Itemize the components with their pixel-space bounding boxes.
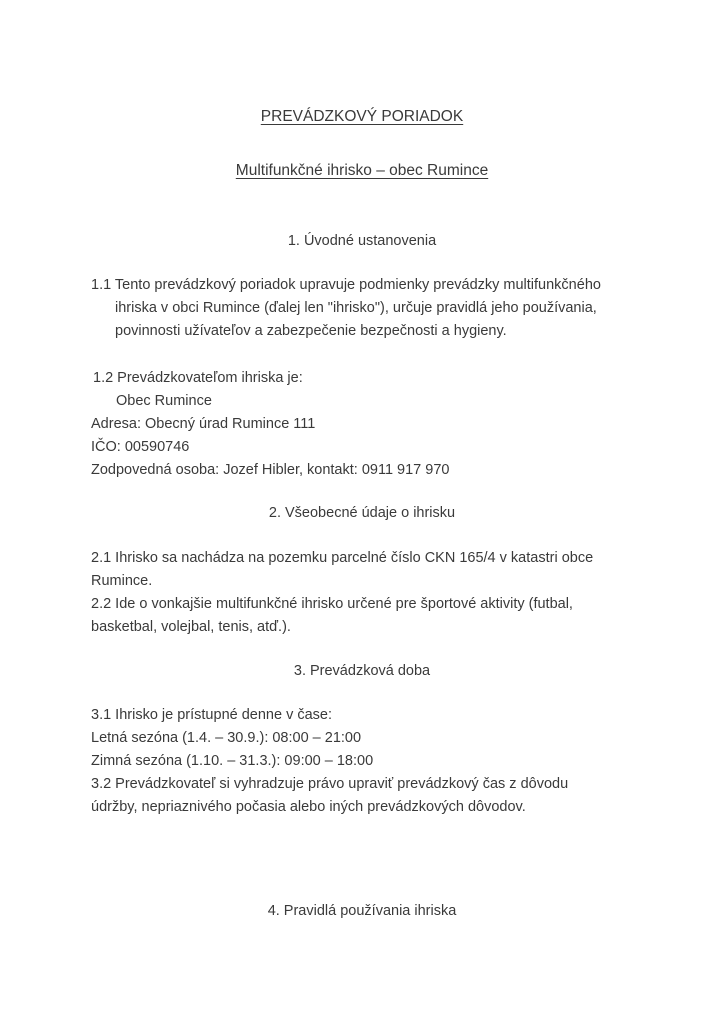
section-2-line-1: 2.1 Ihrisko sa nachádza na pozemku parcelné číslo CKN 165/4 v katastri obce [91,550,594,566]
section-3-line-1: 3.1 Ihrisko je prístupné denne v čase: [91,707,333,723]
section-1-line-3: povinnosti užívateľov a zabezpečenie bezpečnosti a hygieny. [115,323,507,339]
section-1-line-8: Zodpovedná osoba: Jozef Hibler, kontakt: 0911 917 970 [91,462,450,478]
section-1-line-4: 1.2 Prevádzkovateľom ihriska je: [93,370,303,386]
section-1-line-6: Adresa: Obecný úrad Rumince 111 [91,416,316,432]
section-4-heading: 4. Pravidlá používania ihriska [267,903,457,919]
section-3-line-4: 3.2 Prevádzkovateľ si vyhradzuje právo upraviť prevádzkový čas z dôvodu [91,776,569,792]
section-3-heading: 3. Prevádzková doba [293,663,431,679]
section-2-line-4: basketbal, volejbal, tenis, atď.). [91,619,291,635]
section-3-line-2: Letná sezóna (1.4. – 30.9.): 08:00 – 21:00 [91,730,362,746]
document-subtitle: Multifunkčné ihrisko – obec Rumince [235,162,489,179]
section-2-line-3: 2.2 Ide o vonkajšie multifunkčné ihrisko určené pre športové aktivity (futbal, [91,596,573,612]
section-1-heading: 1. Úvodné ustanovenia [287,233,437,249]
section-1-line-2: ihriska v obci Rumince (ďalej len "ihrisko"), určuje pravidlá jeho používania, [115,300,597,316]
section-3-line-5: údržby, nepriaznivého počasia alebo iných prevádzkových dôvodov. [91,799,526,815]
section-2-heading: 2. Všeobecné údaje o ihrisku [268,505,456,521]
section-1-line-5: Obec Rumince [116,393,212,409]
section-3-line-3: Zimná sezóna (1.10. – 31.3.): 09:00 – 18:00 [91,753,374,769]
section-2-line-2: Rumince. [91,573,153,589]
section-1-line-7: IČO: 00590746 [91,439,190,455]
section-1-line-1: 1.1 Tento prevádzkový poriadok upravuje podmienky prevádzky multifunkčného [91,277,601,293]
document-title: PREVÁDZKOVÝ PORIADOK [260,108,464,125]
